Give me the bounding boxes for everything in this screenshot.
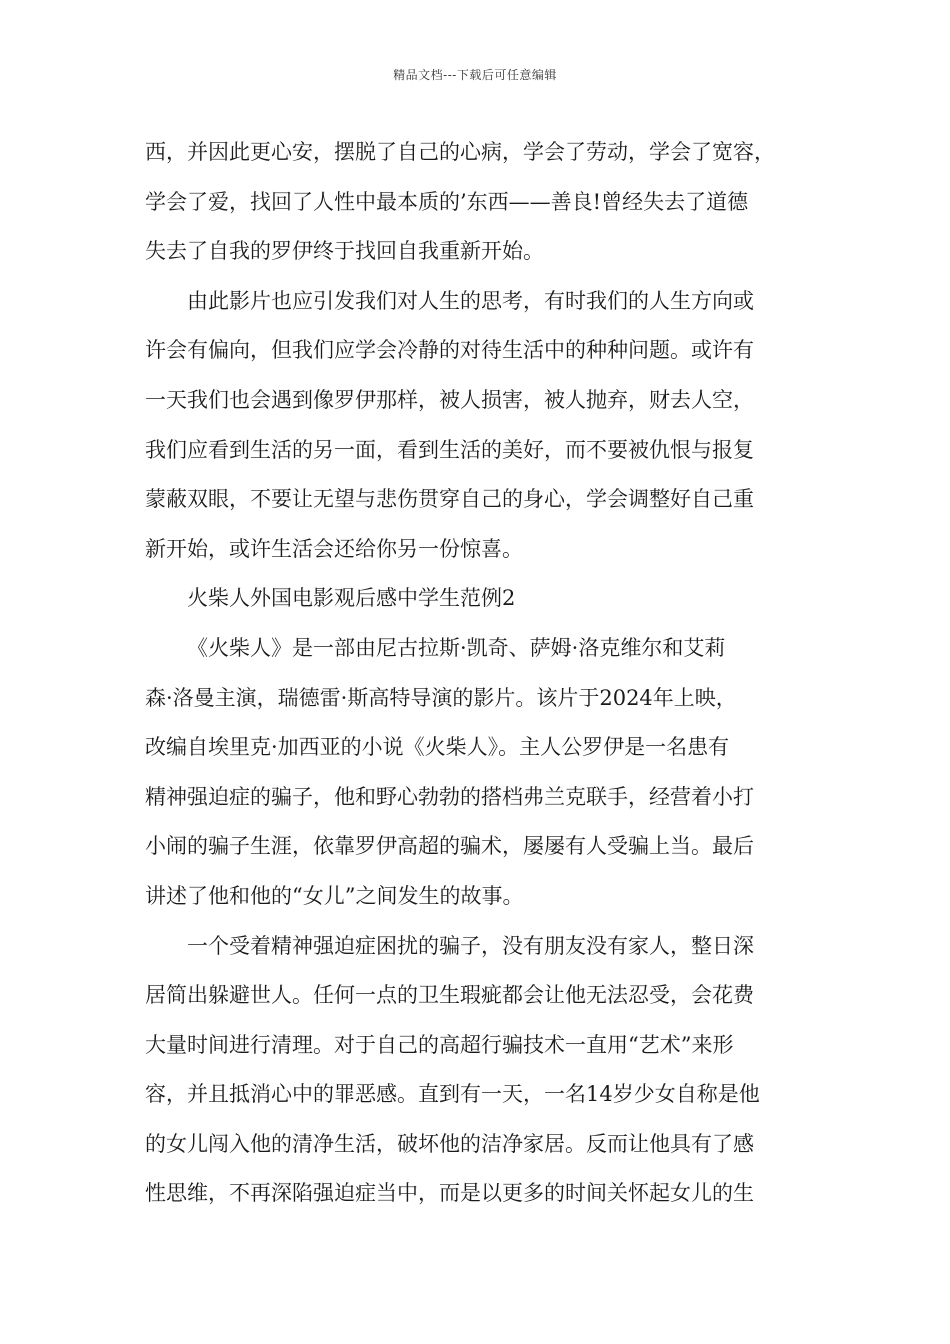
text-line: 西，并因此更心安，摆脱了自己的心病，学会了劳动，学会了宽容， [145, 140, 775, 164]
text-line: 大量时间进行清理。对于自己的高超行骗技术一直用“艺术”来形 [145, 1032, 734, 1057]
text-line: 讲述了他和他的“女儿”之间发生的故事。 [145, 883, 524, 908]
text-line: 失去了自我的罗伊终于找回自我重新开始。 [145, 239, 544, 264]
text-line: 一个受着精神强迫症困扰的骗子，没有朋友没有家人，整日深 [187, 933, 754, 958]
text-line: 蒙蔽双眼，不要让无望与悲伤贯穿自己的身心，学会调整好自己重 [145, 487, 754, 512]
text-line: 我们应看到生活的另一面，看到生活的美好，而不要被仇恨与报复 [145, 437, 754, 462]
text-line: 性思维，不再深陷强迫症当中，而是以更多的时间关怀起女儿的生 [145, 1181, 754, 1206]
text-line: 精神强迫症的骗子，他和野心勃勃的搭档弗兰克联手，经营着小打 [145, 784, 754, 809]
text-line: 一天我们也会遇到像罗伊那样，被人损害，被人抛弃，财去人空， [145, 387, 754, 412]
text-line: 学会了爱，找回了人性中最本质的’东西——善良!曾经失去了道德 [145, 189, 749, 214]
text-line: 居简出躲避世人。任何一点的卫生瑕疵都会让他无法忍受，会花费 [145, 983, 754, 1008]
text-line: 小闹的骗子生涯，依靠罗伊高超的骗术，屡屡有人受骗上当。最后 [145, 834, 754, 859]
page-header: 精品文档---下载后可任意编辑 [393, 68, 557, 82]
text-line: 新开始，或许生活会还给你另一份惊喜。 [145, 536, 523, 561]
text-line: 由此影片也应引发我们对人生的思考，有时我们的人生方向或 [187, 288, 754, 313]
text-line: 《火柴人》是一部由尼古拉斯·凯奇、萨姆·洛克维尔和艾莉 [187, 635, 726, 660]
text-line: 森·洛曼主演，瑞德雷·斯高特导演的影片。该片于2024年上映， [145, 685, 737, 710]
text-line: 的女儿闯入他的清净生活，破坏他的洁净家居。反而让他具有了感 [145, 1131, 754, 1156]
body-text [145, 128, 810, 1219]
text-line: 许会有偏向，但我们应学会冷静的对待生活中的种种问题。或许有 [145, 338, 754, 363]
text-line: 改编自埃里克·加西亚的小说《火柴人》。主人公罗伊是一名患有 [145, 735, 730, 760]
text-line: 容，并且抵消心中的罪恶感。直到有一天，一名14岁少女自称是他 [145, 1082, 760, 1107]
text-line: 火柴人外国电影观后感中学生范例2 [187, 586, 516, 611]
